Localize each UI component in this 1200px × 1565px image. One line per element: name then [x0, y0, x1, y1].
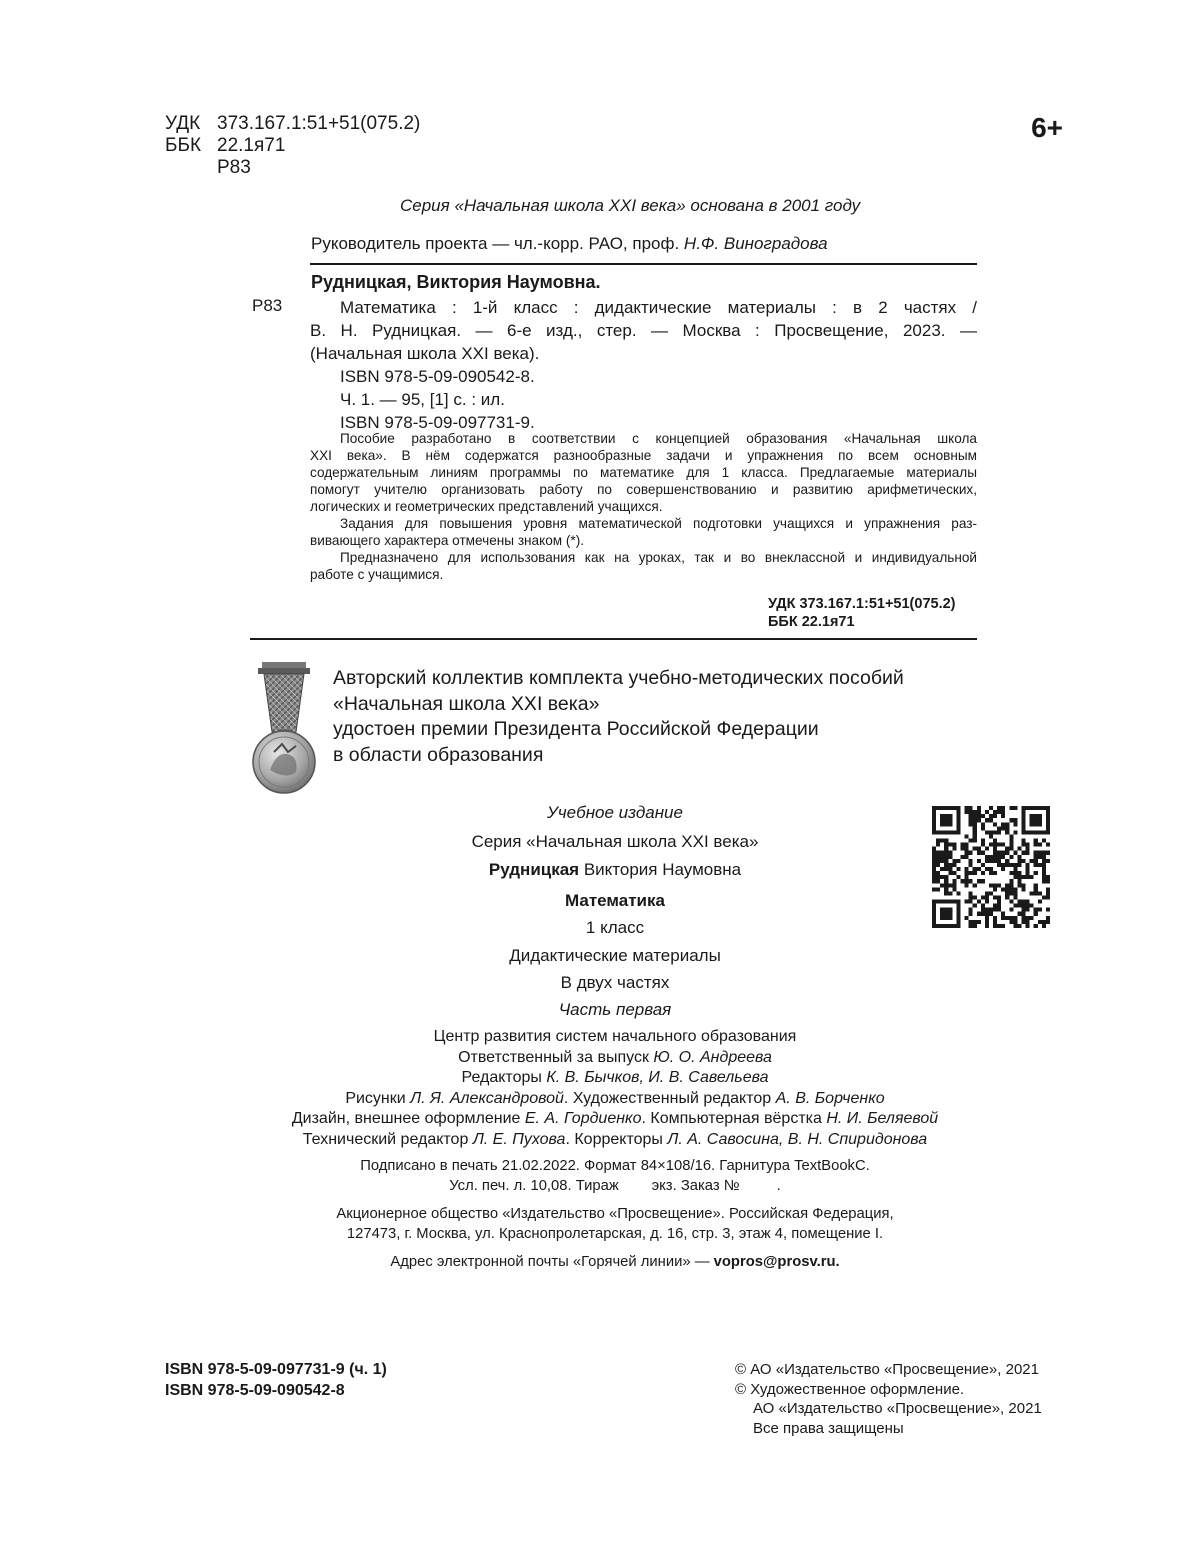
annotation-line: Предназначено для использования как на уроках, так и во внеклассной и индивидуальной: [340, 550, 977, 565]
divider-top: [310, 263, 977, 265]
udk-label: УДК: [165, 113, 201, 134]
annotation-line: XXI века». В нём содержатся разнообразные задачи и упражнения по всем основным: [310, 448, 977, 463]
record-codes: [700, 595, 977, 631]
publisher-line: Акционерное общество «Издательство «Просвещение». Российская Федерация,: [336, 1206, 894, 1222]
annotation-line: помогут учителю организовать работу по совершенствованию и развитию арифметических,: [310, 482, 977, 497]
qr-code-icon: [932, 806, 1050, 928]
copyright-line: © АО «Издательство «Просвещение», 2021: [735, 1361, 1039, 1378]
age-rating: 6+: [1031, 112, 1063, 143]
bbk-value: 22.1я71: [217, 135, 286, 156]
responsible-label: Ответственный за выпуск: [458, 1048, 649, 1066]
annotation-line: Задания для повышения уровня математической подготовки учащихся и упражнения раз-: [340, 516, 977, 531]
proof-label: Корректоры: [574, 1130, 663, 1148]
description-line: ISBN 978-5-09-097731-9.: [340, 413, 535, 432]
imprint-author-surname: Рудницкая: [488, 860, 580, 879]
proof-names: Л. А. Савосина, В. Н. Спиридонова: [667, 1130, 928, 1148]
description-line: ISBN 978-5-09-090542-8.: [340, 367, 535, 386]
qr-code: [932, 806, 1050, 928]
description-line: Ч. 1. — 95, [1] с. : ил.: [340, 390, 505, 409]
publishing-block: [250, 1156, 980, 1272]
sheets-line: Усл. печ. л. 10,08. Тираж экз. Заказ № .: [449, 1178, 781, 1194]
series-note: Серия «Начальная школа XXI века» основана в 2001 году: [400, 196, 861, 215]
copyright-line: © Художественное оформление.: [735, 1380, 965, 1398]
editors-names: К. В. Бычков, И. В. Савельева: [546, 1069, 769, 1086]
tech-editor-label: Технический редактор: [302, 1130, 469, 1148]
imprint-grade: 1 класс: [585, 918, 645, 937]
udk-value: 373.167.1:51+51(075.2): [217, 113, 421, 134]
annotation-line: содержательным линиям программы по математике для 1 класса. Предлагаемые материалы: [310, 465, 977, 480]
email-line: [250, 1252, 980, 1272]
description-line: В. Н. Рудницкая. — 6-е изд., стер. — Москва : Просвещение, 2023. —: [310, 321, 977, 340]
email-link[interactable]: vopros@prosv.ru.: [713, 1254, 840, 1270]
credits-design: Дизайн, внешнее оформление Е. А. Гордиенко. Компьютерная вёрстка Н. И. Беляевой: [291, 1110, 939, 1127]
award-line: «Начальная школа XXI века»: [333, 692, 600, 715]
record-author-heading: Рудницкая, Виктория Наумовна.: [311, 272, 601, 292]
award-text: [333, 666, 904, 768]
record-bbk: ББК 22.1я71: [768, 614, 855, 630]
credits-drawings: Рисунки Л. Я. Александровой. Художественный редактор А. В. Борченко: [345, 1089, 885, 1107]
award-line: в области образования: [333, 743, 544, 766]
record-annotation: [310, 430, 977, 583]
email-prefix: Адрес электронной почты «Горячей линии» —: [390, 1254, 714, 1270]
copyright-line: Все права защищены: [753, 1419, 904, 1437]
art-editor-label: Художественный редактор: [572, 1089, 772, 1107]
record-author-sign: Р83: [252, 296, 283, 315]
index-block: [165, 113, 420, 179]
annotation-line: вивающего характера отмечены знаком (*).: [310, 533, 585, 548]
imprint-author-given: Виктория Наумовна: [583, 860, 742, 879]
imprint-series: Серия «Начальная школа XXI века»: [471, 832, 759, 851]
isbn-block: [165, 1360, 387, 1401]
credits-tech: Технический редактор Л. Е. Пухова. Корректоры Л. А. Савосина, В. Н. Спиридонова: [302, 1130, 928, 1148]
credits-block: [190, 1027, 1040, 1150]
copyright-block: [735, 1360, 1042, 1438]
award-line: Авторский коллектив комплекта учебно-методических пособий: [333, 667, 904, 689]
design-name: Е. А. Гордиенко: [524, 1110, 642, 1127]
award-line: удостоен премии Президента Российской Федерации: [333, 718, 819, 740]
annotation-line: работе с учащимися.: [310, 567, 444, 582]
art-editor-name: А. В. Борченко: [775, 1089, 885, 1107]
isbn-line: ISBN 978-5-09-097731-9 (ч. 1): [165, 1361, 387, 1378]
divider-bottom: [250, 638, 977, 640]
description-line: Математика : 1-й класс : дидактические материалы : в 2 частях /: [340, 298, 977, 317]
medal-image: [248, 660, 320, 795]
imprint-parts: В двух частях: [560, 973, 670, 992]
imprint-author: [392, 860, 838, 880]
isbn-line: ISBN 978-5-09-090542-8: [165, 1381, 345, 1399]
record-description: [310, 296, 977, 434]
tech-editor-name: Л. Е. Пухова: [472, 1130, 566, 1148]
signed-line: Подписано в печать 21.02.2022. Формат 84×108/16. Гарнитура TextBookC.: [360, 1158, 870, 1174]
edition-type: Учебное издание: [547, 803, 683, 822]
editors-label: Редакторы: [461, 1069, 542, 1086]
medal-icon: [248, 660, 320, 795]
drawings-label: Рисунки: [345, 1089, 406, 1107]
drawings-name: Л. Я. Александровой: [410, 1089, 564, 1107]
bbk-line: [165, 135, 420, 157]
publisher-line: 127473, г. Москва, ул. Краснопролетарская, д. 16, стр. 3, этаж 4, помещение I.: [346, 1226, 884, 1242]
layout-label: Компьютерная вёрстка: [650, 1110, 822, 1127]
project-lead: [311, 234, 828, 254]
credits-editors: [190, 1068, 1040, 1089]
bbk-label: ББК: [165, 135, 202, 156]
record-udk: УДК 373.167.1:51+51(075.2): [768, 596, 956, 612]
credits-responsible: [190, 1048, 1040, 1069]
annotation-line: Пособие разработано в соответствии с концепцией образования «Начальная школа: [340, 431, 977, 446]
copyright-line: АО «Издательство «Просвещение», 2021: [753, 1400, 1042, 1417]
responsible-name: Ю. О. Андреева: [653, 1048, 772, 1066]
imprint-part: Часть первая: [558, 1000, 672, 1019]
annotation-line: логических и геометрических представлений учащихся.: [310, 499, 663, 514]
imprint-title: Математика: [565, 891, 665, 910]
design-label: Дизайн, внешнее оформление: [291, 1110, 521, 1127]
author-sign-top: Р83: [217, 157, 251, 178]
project-lead-prefix: Руководитель проекта — чл.-корр. РАО, проф.: [311, 234, 684, 253]
project-lead-name: Н.Ф. Виноградова: [683, 234, 828, 253]
description-line: (Начальная школа XXI века).: [310, 344, 540, 363]
layout-name: Н. И. Беляевой: [826, 1110, 939, 1127]
udk-line: [165, 113, 420, 135]
imprint-subtitle: Дидактические материалы: [509, 946, 721, 965]
credits-center: Центр развития систем начального образования: [433, 1028, 797, 1045]
